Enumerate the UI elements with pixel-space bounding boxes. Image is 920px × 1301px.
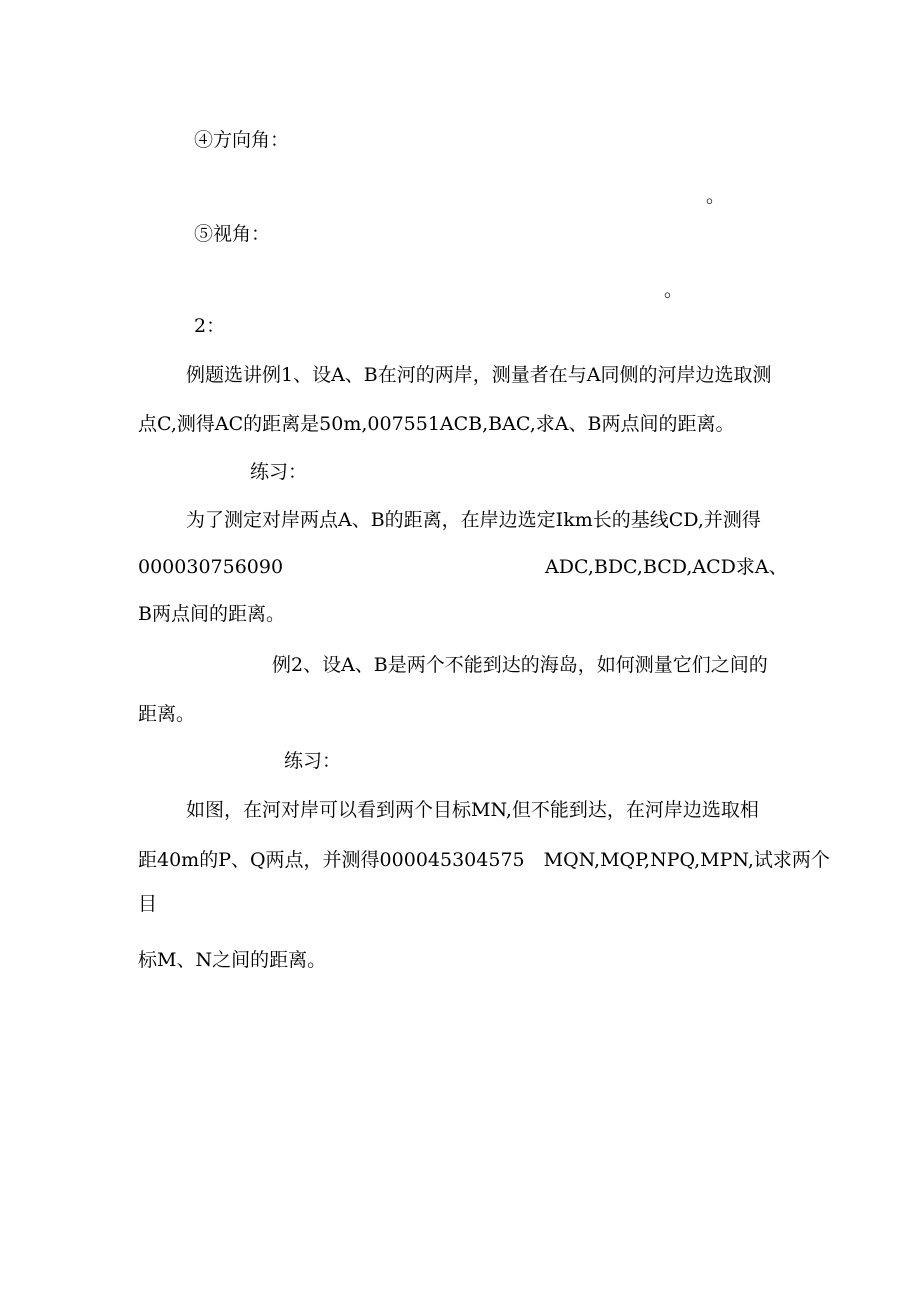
example1-line2: 点C,测得AC的距离是50m,007551ACB,BAC,求A、B两点间的距离。 [138,413,735,435]
practice1-line1: 为了测定对岸两点A、B的距离，在岸边选定Ikm长的基线CD,并测得 [186,509,761,531]
practice2-heading: 练习： [284,750,342,772]
practice2-line4: 标M、N之间的距离。 [138,949,327,971]
practice2-line2: 距40m的P、Q两点，并测得000045304575 MQN,MQP,NPQ,MPN,试求两个 [138,849,830,871]
practice1-line3: B两点间的距离。 [138,603,285,625]
practice1-angle-names: ADC,BDC,BCD,ACD求A、 [545,556,788,578]
example1-line1: 例题选讲例1、设A、B在河的两岸，测量者在与A同侧的河岸边选取测 [186,364,772,386]
item2-label: 2： [194,315,226,337]
item4-period: 。 [706,185,726,207]
practice1-angle-values: 000030756090 [138,556,284,578]
item5-period: 。 [664,279,684,301]
item5-label: ⑤视角： [194,223,271,245]
example2-line2: 距离。 [138,703,196,725]
practice1-heading: 练习： [250,461,308,483]
practice2-line1: 如图，在河对岸可以看到两个目标MN,但不能到达，在河岸边选取相 [186,799,759,821]
item4-label: ④方向角： [194,129,290,151]
example2-line1: 例2、设A、B是两个不能到达的海岛，如何测量它们之间的 [272,654,768,676]
practice2-line3: 目 [138,893,158,915]
